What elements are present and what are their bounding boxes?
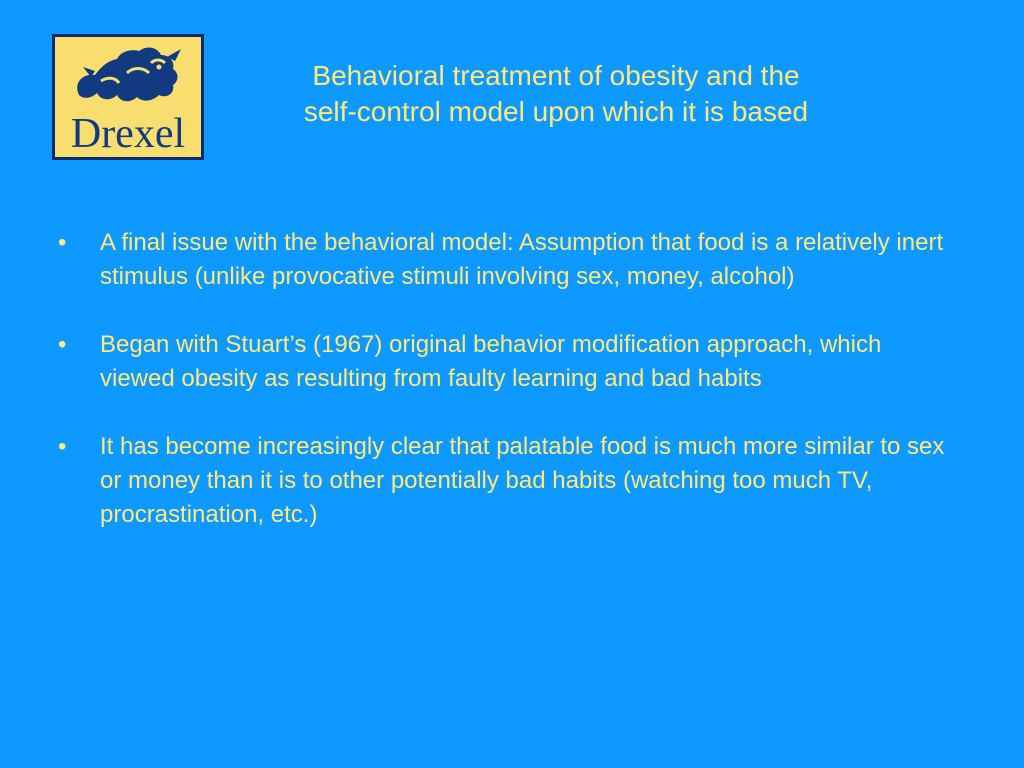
bullet-list [58,226,958,566]
bullet-item-3 [58,430,958,532]
bullet-item-2 [58,328,958,396]
bullet-mark: • [58,229,67,256]
slide-title [200,58,912,130]
bullet-item-1 [58,226,958,294]
bullet-mark: • [58,433,67,460]
logo-wordmark: Drexel [70,111,186,157]
bullet-mark: • [58,331,67,358]
slide-title-line-1: Behavioral treatment of obesity and the [312,60,800,91]
drexel-logo [52,34,204,160]
bullet-text: It has become increasingly clear that palatable food is much more similar to sex or money than it is to other potentially bad habits (watching too much TV, procrastination, etc.) [100,433,945,528]
bullet-text: Began with Stuart’s (1967) original behavior modification approach, which viewed obesity as resulting from faulty learning and bad habits [100,331,882,392]
slide-title-line-2: self-control model upon which it is based [303,96,809,127]
bullet-text: A final issue with the behavioral model: Assumption that food is a relatively inert stimulus (unlike provocative stimuli involving sex, money, alcohol) [100,229,944,290]
